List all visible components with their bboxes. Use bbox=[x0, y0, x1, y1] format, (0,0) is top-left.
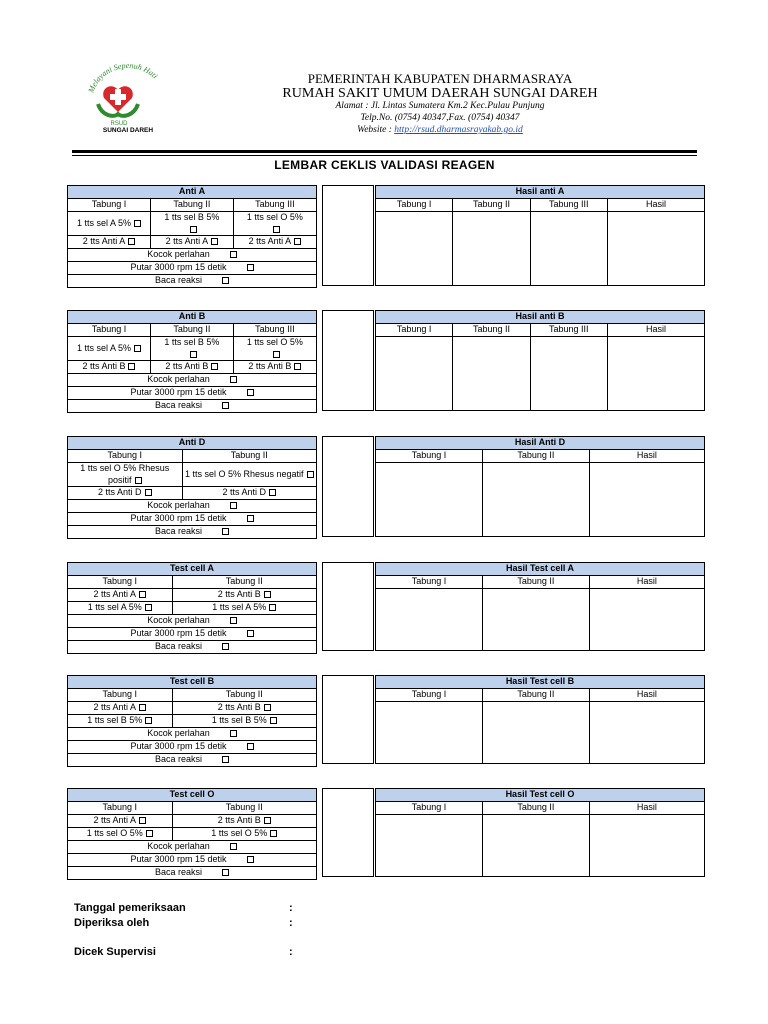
test-a-result-title: Hasil Test cell A bbox=[376, 563, 705, 576]
checkbox[interactable] bbox=[264, 591, 271, 598]
test-a-title: Test cell A bbox=[68, 563, 317, 576]
checkbox[interactable] bbox=[307, 471, 314, 478]
anti-a-result-title: Hasil anti A bbox=[376, 186, 705, 199]
test-a-tube-1: Tabung I bbox=[68, 576, 173, 589]
checkbox[interactable] bbox=[270, 717, 277, 724]
test-a-blank-box bbox=[322, 562, 374, 651]
result-cell[interactable] bbox=[376, 337, 453, 411]
anti-b-procedure-table bbox=[67, 310, 317, 413]
result-cell[interactable] bbox=[376, 702, 483, 764]
checkbox[interactable] bbox=[145, 489, 152, 496]
anti-d-result-col-3: Hasil bbox=[589, 450, 704, 463]
test-o-r1c2: 2 tts Anti B bbox=[217, 815, 261, 826]
test-b-r1c1: 2 tts Anti A bbox=[93, 702, 137, 713]
anti-d-tube-2: Tabung II bbox=[182, 450, 316, 463]
checkbox[interactable] bbox=[222, 756, 229, 763]
anti-d-blank-box bbox=[322, 436, 374, 537]
test-b-result-col-3: Hasil bbox=[589, 689, 704, 702]
result-cell[interactable] bbox=[607, 337, 704, 411]
checkbox[interactable] bbox=[230, 617, 237, 624]
anti-a-r1c2: 1 tts sel B 5% bbox=[164, 212, 220, 222]
hospital-logo bbox=[78, 58, 178, 134]
test-a-procedure-table bbox=[67, 562, 317, 654]
test-b-result-title: Hasil Test cell B bbox=[376, 676, 705, 689]
test-o-result-col-3: Hasil bbox=[589, 802, 704, 815]
anti-d-result-table bbox=[375, 436, 705, 537]
test-b-result-col-2: Tabung II bbox=[482, 689, 589, 702]
test-a-step-3: Baca reaksi bbox=[154, 641, 203, 652]
checkbox[interactable] bbox=[247, 630, 254, 637]
anti-a-r1c1: 1 tts sel A 5% bbox=[76, 217, 131, 228]
anti-b-step-2: Putar 3000 rpm 15 detik bbox=[130, 387, 227, 398]
result-cell[interactable] bbox=[453, 212, 530, 286]
checkbox[interactable] bbox=[139, 591, 146, 598]
anti-b-step-1: Kocok perlahan bbox=[147, 374, 210, 385]
test-o-tube-1: Tabung I bbox=[68, 802, 173, 815]
checked-by-label: Diperiksa oleh bbox=[74, 917, 150, 929]
date-colon: : bbox=[289, 902, 293, 914]
checkbox[interactable] bbox=[269, 489, 276, 496]
test-o-r1c1: 2 tts Anti A bbox=[93, 815, 137, 826]
checkbox[interactable] bbox=[269, 604, 276, 611]
test-a-step-2: Putar 3000 rpm 15 detik bbox=[130, 628, 227, 639]
anti-d-r1c1: 1 tts sel O 5% Rhesus positif bbox=[80, 463, 170, 485]
anti-b-result-col-4: Hasil bbox=[607, 324, 704, 337]
anti-d-r2c2: 2 tts Anti D bbox=[222, 487, 267, 498]
checkbox[interactable] bbox=[264, 817, 271, 824]
checkbox[interactable] bbox=[247, 264, 254, 271]
logo-slogan: Melayani Sepenuh Hati bbox=[86, 60, 160, 94]
test-a-r1c2: 2 tts Anti B bbox=[217, 589, 261, 600]
checkbox[interactable] bbox=[264, 704, 271, 711]
checkbox[interactable] bbox=[247, 743, 254, 750]
anti-d-r2c1: 2 tts Anti D bbox=[98, 487, 142, 498]
checkbox[interactable] bbox=[190, 351, 197, 358]
anti-b-tube-1: Tabung I bbox=[68, 324, 151, 337]
test-o-result-col-2: Tabung II bbox=[482, 802, 589, 815]
anti-a-result-col-3: Tabung III bbox=[530, 199, 607, 212]
test-a-r1c1: 2 tts Anti A bbox=[93, 589, 137, 600]
checkbox[interactable] bbox=[128, 363, 135, 370]
result-cell[interactable] bbox=[589, 589, 704, 651]
test-o-step-3: Baca reaksi bbox=[154, 867, 203, 878]
test-o-r2c2: 1 tts sel O 5% bbox=[211, 828, 268, 839]
result-cell[interactable] bbox=[530, 212, 607, 286]
anti-a-r2c1: 2 tts Anti A bbox=[82, 236, 126, 247]
result-cell[interactable] bbox=[482, 815, 589, 877]
test-b-title: Test cell B bbox=[68, 676, 317, 689]
anti-a-procedure-table bbox=[67, 185, 317, 288]
anti-a-step-2: Putar 3000 rpm 15 detik bbox=[130, 262, 227, 273]
anti-d-result-title: Hasil Anti D bbox=[376, 437, 705, 450]
anti-d-result-col-1: Tabung I bbox=[376, 450, 483, 463]
checkbox[interactable] bbox=[230, 730, 237, 737]
anti-a-result-col-2: Tabung II bbox=[453, 199, 530, 212]
test-o-blank-box bbox=[322, 788, 374, 877]
checkbox[interactable] bbox=[190, 226, 197, 233]
checkbox[interactable] bbox=[230, 843, 237, 850]
anti-d-r1c2: 1 tts sel O 5% Rhesus negatif bbox=[184, 468, 304, 479]
checkbox[interactable] bbox=[134, 345, 141, 352]
test-b-step-1: Kocok perlahan bbox=[147, 728, 210, 739]
anti-a-r2c2: 2 tts Anti A bbox=[165, 236, 209, 247]
anti-d-step-3: Baca reaksi bbox=[154, 526, 203, 537]
result-cell[interactable] bbox=[482, 589, 589, 651]
anti-b-blank-box bbox=[322, 310, 374, 411]
anti-d-result-col-2: Tabung II bbox=[482, 450, 589, 463]
anti-b-tube-3: Tabung III bbox=[233, 324, 316, 337]
checkbox[interactable] bbox=[273, 226, 280, 233]
checkbox[interactable] bbox=[247, 515, 254, 522]
checkbox[interactable] bbox=[230, 502, 237, 509]
result-cell[interactable] bbox=[607, 212, 704, 286]
result-cell[interactable] bbox=[589, 815, 704, 877]
checkbox[interactable] bbox=[146, 830, 153, 837]
anti-b-result-col-3: Tabung III bbox=[530, 324, 607, 337]
checkbox[interactable] bbox=[128, 238, 135, 245]
checkbox[interactable] bbox=[270, 830, 277, 837]
checkbox[interactable] bbox=[273, 351, 280, 358]
header-hospital-name: RUMAH SAKIT UMUM DAERAH SUNGAI DAREH bbox=[282, 86, 598, 101]
test-o-result-title: Hasil Test cell O bbox=[376, 789, 705, 802]
checkbox[interactable] bbox=[222, 528, 229, 535]
checkbox[interactable] bbox=[247, 389, 254, 396]
result-cell[interactable] bbox=[376, 815, 483, 877]
test-o-r2c1: 1 tts sel O 5% bbox=[86, 828, 143, 839]
header-website bbox=[190, 125, 690, 135]
result-cell[interactable] bbox=[453, 337, 530, 411]
test-b-step-2: Putar 3000 rpm 15 detik bbox=[130, 741, 227, 752]
result-cell[interactable] bbox=[530, 337, 607, 411]
checkbox[interactable] bbox=[135, 477, 142, 484]
anti-b-r2c3: 2 tts Anti B bbox=[248, 361, 292, 372]
test-b-tube-2: Tabung II bbox=[172, 689, 316, 702]
anti-a-tube-1: Tabung I bbox=[68, 199, 151, 212]
test-b-r2c1: 1 tts sel B 5% bbox=[87, 715, 143, 726]
checkbox[interactable] bbox=[222, 402, 229, 409]
result-cell[interactable] bbox=[376, 212, 453, 286]
logo-rsud: RSUD bbox=[110, 121, 128, 127]
anti-a-r2c3: 2 tts Anti A bbox=[248, 236, 292, 247]
anti-a-r1c3: 1 tts sel O 5% bbox=[246, 212, 303, 222]
anti-b-r2c1: 2 tts Anti B bbox=[82, 361, 126, 372]
checkbox[interactable] bbox=[222, 643, 229, 650]
anti-d-procedure-table bbox=[67, 436, 317, 539]
test-b-procedure-table bbox=[67, 675, 317, 767]
test-o-result-table bbox=[375, 788, 705, 877]
website-link[interactable]: http://rsud.dharmasrayakab.go.id bbox=[394, 125, 523, 135]
test-o-title: Test cell O bbox=[68, 789, 317, 802]
result-cell[interactable] bbox=[589, 463, 704, 537]
test-a-result-col-2: Tabung II bbox=[482, 576, 589, 589]
test-a-result-table bbox=[375, 562, 705, 651]
test-a-tube-2: Tabung II bbox=[172, 576, 316, 589]
anti-b-r1c2: 1 tts sel B 5% bbox=[164, 337, 220, 347]
anti-b-result-col-2: Tabung II bbox=[453, 324, 530, 337]
header-phone: Telp.No. (0754) 40347,Fax. (0754) 40347 bbox=[360, 113, 520, 123]
anti-b-r1c1: 1 tts sel A 5% bbox=[76, 342, 131, 353]
anti-b-r1c3: 1 tts sel O 5% bbox=[246, 337, 303, 347]
checkbox[interactable] bbox=[211, 238, 218, 245]
anti-d-step-2: Putar 3000 rpm 15 detik bbox=[130, 513, 227, 524]
checkbox[interactable] bbox=[145, 717, 152, 724]
test-a-r2c1: 1 tts sel A 5% bbox=[87, 602, 142, 613]
test-o-tube-2: Tabung II bbox=[172, 802, 316, 815]
anti-b-tube-2: Tabung II bbox=[150, 324, 233, 337]
anti-a-result-table bbox=[375, 185, 705, 286]
anti-a-title: Anti A bbox=[68, 186, 317, 199]
checkbox[interactable] bbox=[134, 220, 141, 227]
result-cell[interactable] bbox=[589, 702, 704, 764]
result-cell[interactable] bbox=[482, 463, 589, 537]
header-rule-thick bbox=[72, 150, 697, 153]
checkbox[interactable] bbox=[294, 363, 301, 370]
anti-b-result-title: Hasil anti B bbox=[376, 311, 705, 324]
anti-b-title: Anti B bbox=[68, 311, 317, 324]
anti-d-tube-1: Tabung I bbox=[68, 450, 183, 463]
anti-b-result-col-1: Tabung I bbox=[376, 324, 453, 337]
checkbox[interactable] bbox=[247, 856, 254, 863]
test-a-result-col-1: Tabung I bbox=[376, 576, 483, 589]
test-b-tube-1: Tabung I bbox=[68, 689, 173, 702]
anti-a-result-col-4: Hasil bbox=[607, 199, 704, 212]
logo-name: SUNGAI DAREH bbox=[102, 127, 154, 134]
test-a-result-col-3: Hasil bbox=[589, 576, 704, 589]
date-label: Tanggal pemeriksaan bbox=[74, 902, 186, 914]
test-a-step-1: Kocok perlahan bbox=[147, 615, 210, 626]
test-a-r2c2: 1 tts sel A 5% bbox=[212, 602, 267, 613]
test-b-r2c2: 1 tts sel B 5% bbox=[211, 715, 267, 726]
checkbox[interactable] bbox=[230, 251, 237, 258]
checkbox[interactable] bbox=[222, 869, 229, 876]
checkbox[interactable] bbox=[230, 376, 237, 383]
header-address: Alamat : Jl. Lintas Sumatera Km.2 Kec.Pulau Punjung bbox=[335, 101, 545, 111]
test-b-blank-box bbox=[322, 675, 374, 764]
checked-by-colon: : bbox=[289, 917, 293, 929]
document-title: LEMBAR CEKLIS VALIDASI REAGEN bbox=[274, 158, 495, 172]
website-label: Website : bbox=[357, 125, 395, 135]
anti-a-step-1: Kocok perlahan bbox=[147, 249, 210, 260]
checkbox[interactable] bbox=[139, 704, 146, 711]
test-o-step-2: Putar 3000 rpm 15 detik bbox=[130, 854, 227, 865]
header-government: PEMERINTAH KABUPATEN DHARMASRAYA bbox=[307, 71, 573, 86]
test-b-step-3: Baca reaksi bbox=[154, 754, 203, 765]
anti-b-r2c2: 2 tts Anti B bbox=[165, 361, 209, 372]
test-o-procedure-table bbox=[67, 788, 317, 880]
result-cell[interactable] bbox=[482, 702, 589, 764]
anti-d-step-1: Kocok perlahan bbox=[147, 500, 210, 511]
header-rule-thin bbox=[72, 155, 697, 156]
checkbox[interactable] bbox=[145, 604, 152, 611]
test-b-r1c2: 2 tts Anti B bbox=[217, 702, 261, 713]
anti-b-result-table bbox=[375, 310, 705, 411]
supervisor-label: Dicek Supervisi bbox=[74, 946, 156, 958]
checkbox[interactable] bbox=[211, 363, 218, 370]
anti-d-title: Anti D bbox=[68, 437, 317, 450]
anti-a-tube-2: Tabung II bbox=[150, 199, 233, 212]
test-b-result-col-1: Tabung I bbox=[376, 689, 483, 702]
checkbox[interactable] bbox=[139, 817, 146, 824]
checkbox[interactable] bbox=[294, 238, 301, 245]
supervisor-colon: : bbox=[289, 946, 293, 958]
checkbox[interactable] bbox=[222, 277, 229, 284]
anti-a-step-3: Baca reaksi bbox=[154, 275, 203, 286]
result-cell[interactable] bbox=[376, 589, 483, 651]
anti-a-blank-box bbox=[322, 185, 374, 286]
test-o-result-col-1: Tabung I bbox=[376, 802, 483, 815]
test-o-step-1: Kocok perlahan bbox=[147, 841, 210, 852]
anti-b-step-3: Baca reaksi bbox=[154, 400, 203, 411]
result-cell[interactable] bbox=[376, 463, 483, 537]
anti-a-result-col-1: Tabung I bbox=[376, 199, 453, 212]
anti-a-tube-3: Tabung III bbox=[233, 199, 316, 212]
test-b-result-table bbox=[375, 675, 705, 764]
